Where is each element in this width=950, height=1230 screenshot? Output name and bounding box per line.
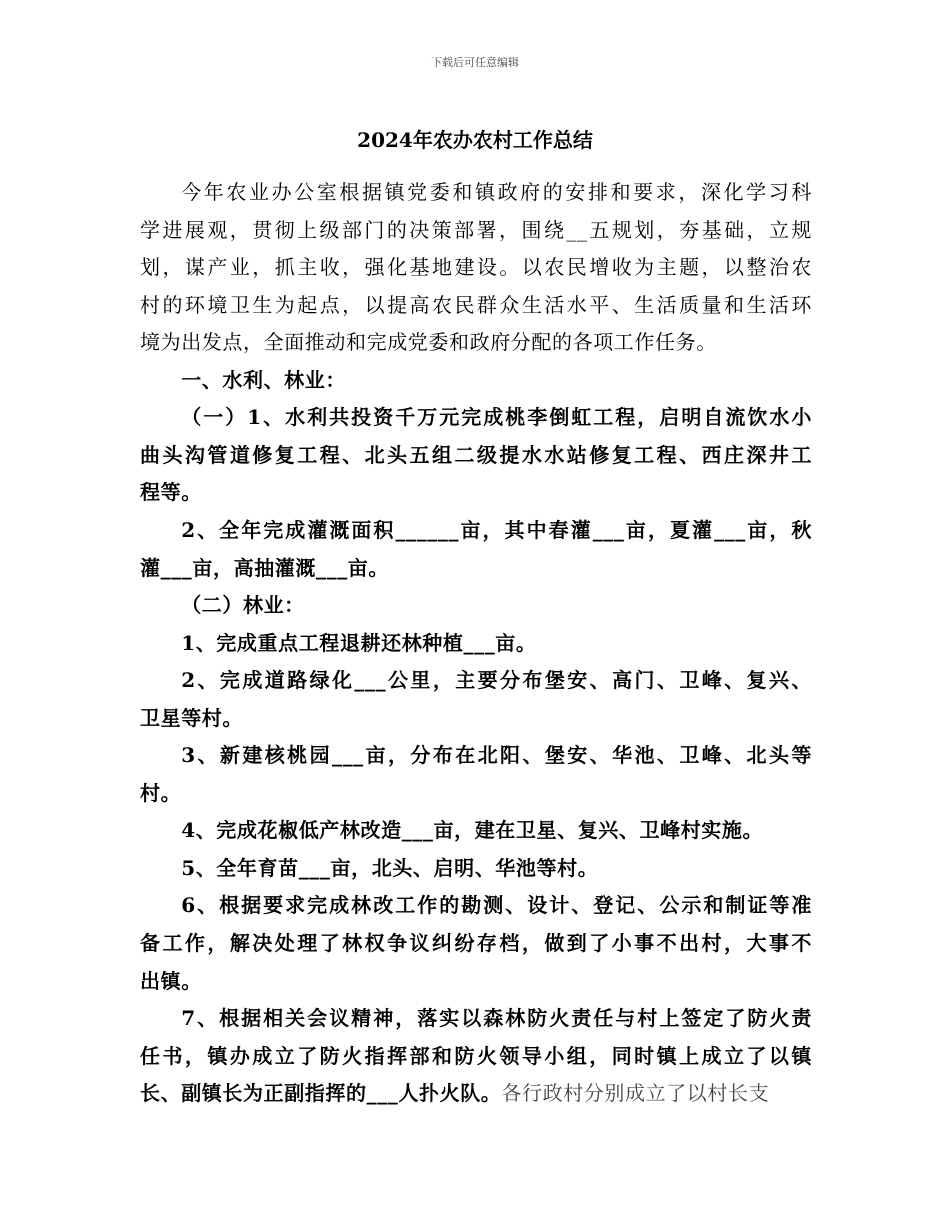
body-line-text: 曲头沟管道修复工程、北头五组二级提水水站修复工程、西庄深井工 bbox=[140, 442, 812, 467]
body-line bbox=[140, 249, 812, 286]
body-line-text: 1、完成重点工程退耕还林种植___亩。 bbox=[181, 630, 537, 655]
page-header-note: 下载后可任意编辑 bbox=[431, 56, 519, 69]
body-line-text: 6、根据要求完成林改工作的勘测、设计、登记、公示和制证等准 bbox=[181, 893, 812, 918]
body-line bbox=[181, 512, 812, 549]
body-line bbox=[140, 474, 812, 511]
body-line bbox=[140, 963, 812, 1000]
body-line-text: 出镇。 bbox=[140, 968, 202, 993]
body-line-text: 村的环境卫生为起点，以提高农民群众生活水平、生活质量和生活环 bbox=[140, 292, 812, 317]
body-line-text: 境为出发点，全面推动和完成党委和政府分配的各项工作任务。 bbox=[140, 330, 717, 355]
body-line-text: （二）林业： bbox=[181, 593, 305, 618]
body-line bbox=[181, 174, 812, 211]
body-line-text: 2、全年完成灌溉面积______亩，其中春灌___亩，夏灌___亩，秋 bbox=[181, 517, 812, 542]
body-line bbox=[181, 850, 812, 887]
body-line-text: （一）1、水利共投资千万元完成桃李倒虹工程，启明自流饮水小 bbox=[181, 405, 812, 430]
body-line-tail-text: 各行政村分别成立了以村长支 bbox=[501, 1081, 770, 1106]
body-line bbox=[140, 1038, 812, 1075]
body-line bbox=[181, 399, 812, 436]
body-line bbox=[140, 437, 812, 474]
body-line bbox=[140, 324, 812, 361]
body-line bbox=[181, 737, 812, 774]
body-line-text: 今年农业办公室根据镇党委和镇政府的安排和要求，深化学习科 bbox=[181, 180, 812, 204]
body-line bbox=[181, 812, 812, 849]
body-line-text: 一、水利、林业： bbox=[181, 367, 346, 392]
body-line bbox=[140, 775, 812, 812]
body-line-text: 卫星等村。 bbox=[140, 705, 243, 730]
body-line-text: 灌___亩，高抽灌溉___亩。 bbox=[140, 555, 389, 580]
body-line bbox=[181, 587, 812, 624]
body-line bbox=[181, 887, 812, 924]
body-line bbox=[140, 1075, 812, 1112]
body-line-text: 3、新建核桃园___亩，分布在北阳、堡安、华池、卫峰、北头等 bbox=[181, 743, 812, 768]
body-line bbox=[140, 700, 812, 737]
body-line bbox=[181, 625, 812, 662]
body-line bbox=[140, 212, 812, 249]
body-line-text: 程等。 bbox=[140, 480, 202, 505]
body-line bbox=[181, 362, 812, 399]
body-line-text: 任书，镇办成立了防火指挥部和防火领导小组，同时镇上成立了以镇 bbox=[140, 1043, 812, 1068]
body-line-text: 7、根据相关会议精神，落实以森林防火责任与村上签定了防火责 bbox=[181, 1006, 812, 1031]
body-line bbox=[140, 287, 812, 324]
body-line-text: 2、完成道路绿化___公里，主要分布堡安、高门、卫峰、复兴、 bbox=[181, 668, 812, 693]
body-line-text: 4、完成花椒低产林改造___亩，建在卫星、复兴、卫峰村实施。 bbox=[181, 818, 764, 843]
body-line bbox=[181, 662, 812, 699]
body-line-text: 长、副镇长为正副指挥的___人扑火队。 bbox=[140, 1081, 502, 1106]
body-line-text: 划，谋产业，抓主收，强化基地建设。以农民增收为主题，以整治农 bbox=[140, 255, 812, 280]
body-line-text: 备工作，解决处理了林权争议纠纷存档，做到了小事不出村，大事不 bbox=[140, 931, 812, 955]
body-line bbox=[140, 550, 812, 587]
body-line bbox=[140, 925, 812, 962]
body-line-text: 村。 bbox=[140, 780, 182, 805]
body-line-text: 5、全年育苗___亩，北头、启明、华池等村。 bbox=[181, 855, 599, 880]
body-line bbox=[181, 1000, 812, 1037]
body-line-text: 学进展观，贯彻上级部门的决策部署，围绕__五规划，夯基础，立规 bbox=[140, 217, 812, 242]
document-title: 2024年农办农村工作总结 bbox=[357, 128, 593, 152]
